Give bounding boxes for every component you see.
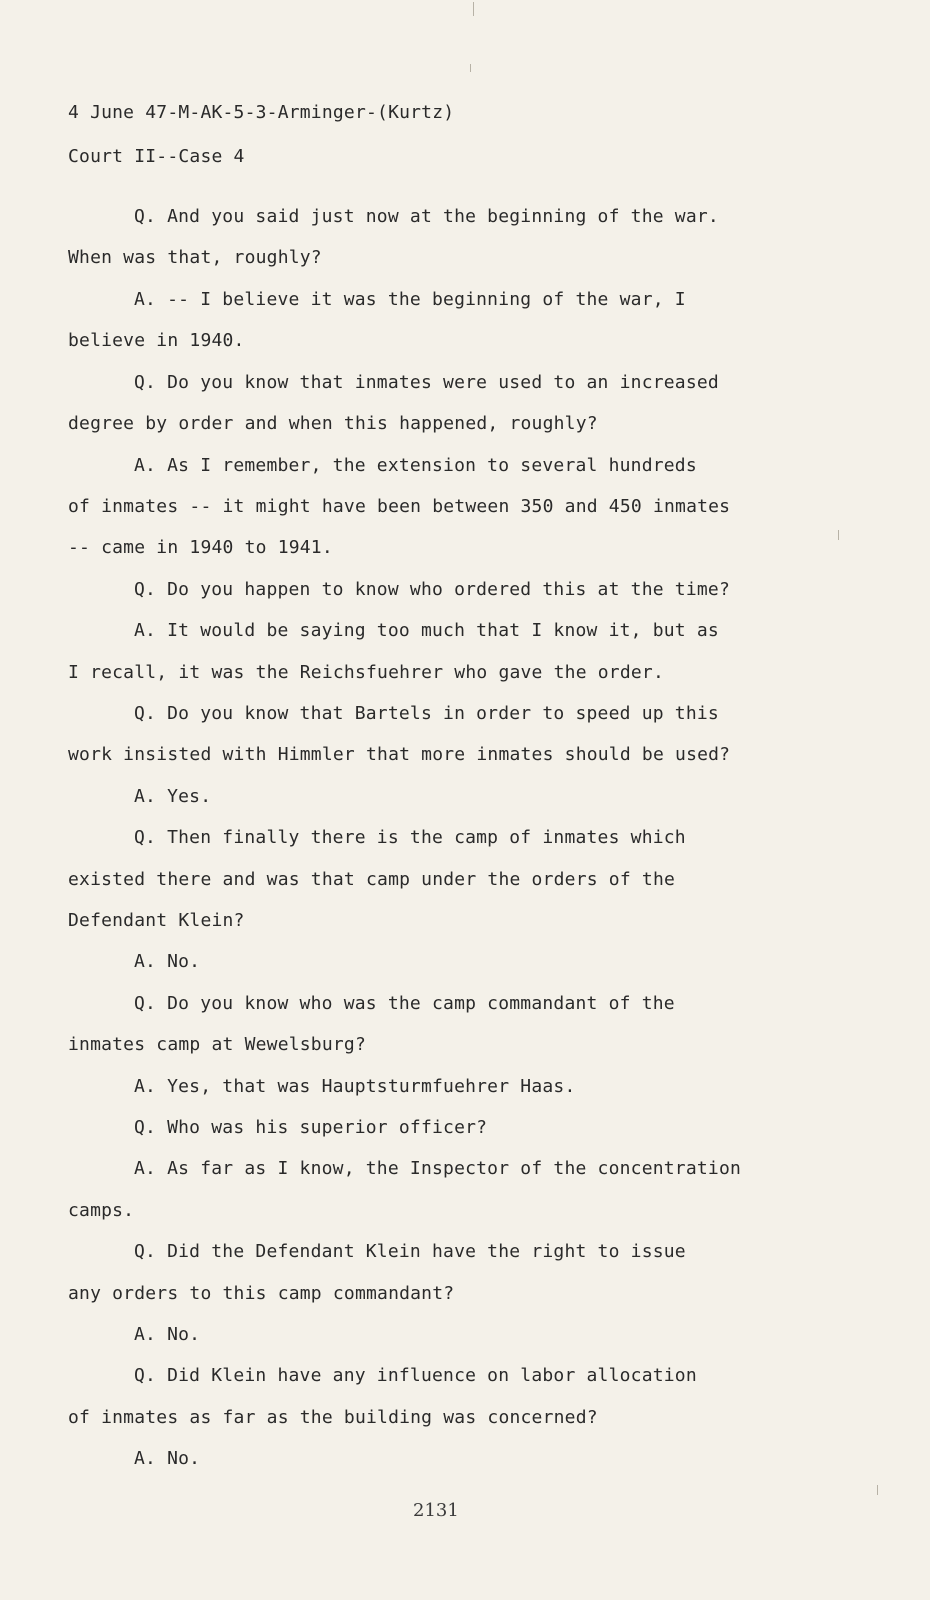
transcript-line: Q. Do you know who was the camp commandant of the	[134, 993, 675, 1014]
transcript-line: Q. Do you happen to know who ordered this at the time?	[134, 579, 730, 600]
scan-artifact	[877, 1485, 878, 1495]
transcript-line: A. Yes, that was Hauptsturmfuehrer Haas.	[134, 1076, 576, 1097]
transcript-line: I recall, it was the Reichsfuehrer who gave the order.	[68, 662, 664, 683]
transcript-line: A. As I remember, the extension to several hundreds	[134, 455, 697, 476]
transcript-line: camps.	[68, 1200, 135, 1221]
transcript-line: Q. Then finally there is the camp of inmates which	[134, 827, 686, 848]
transcript-line: A. Yes.	[134, 786, 212, 807]
transcript-line: A. No.	[134, 951, 201, 972]
header-line-1: 4 June 47-M-AK-5-3-Arminger-(Kurtz)	[68, 102, 455, 123]
page-number: 2131	[413, 1500, 459, 1521]
transcript-line: Q. Do you know that inmates were used to an increased	[134, 372, 719, 393]
transcript-line: A. -- I believe it was the beginning of the war, I	[134, 289, 686, 310]
transcript-line: Q. Did Klein have any influence on labor allocation	[134, 1365, 697, 1386]
transcript-line: degree by order and when this happened, roughly?	[68, 413, 598, 434]
header-line-2: Court II--Case 4	[68, 146, 245, 167]
transcript-line: Q. Do you know that Bartels in order to speed up this	[134, 703, 719, 724]
scan-artifact	[470, 64, 471, 72]
scan-artifact	[838, 530, 839, 540]
transcript-line: inmates camp at Wewelsburg?	[68, 1034, 366, 1055]
transcript-line: Q. Did the Defendant Klein have the right to issue	[134, 1241, 686, 1262]
scan-artifact	[473, 2, 474, 16]
transcript-line: Defendant Klein?	[68, 910, 245, 931]
transcript-line: of inmates -- it might have been between 350 and 450 inmates	[68, 496, 731, 517]
transcript-line: A. As far as I know, the Inspector of the concentration	[134, 1158, 742, 1179]
transcript-line: Q. And you said just now at the beginning of the war.	[134, 206, 719, 227]
transcript-line: A. No.	[134, 1324, 201, 1345]
transcript-line: any orders to this camp commandant?	[68, 1283, 455, 1304]
transcript-line: A. It would be saying too much that I know it, but as	[134, 620, 719, 641]
transcript-line: When was that, roughly?	[68, 247, 322, 268]
transcript-line: A. No.	[134, 1448, 201, 1469]
transcript-line: -- came in 1940 to 1941.	[68, 537, 333, 558]
transcript-line: Q. Who was his superior officer?	[134, 1117, 488, 1138]
transcript-line: existed there and was that camp under the orders of the	[68, 869, 676, 890]
transcript-line: of inmates as far as the building was concerned?	[68, 1407, 598, 1428]
transcript-line: work insisted with Himmler that more inmates should be used?	[68, 744, 731, 765]
transcript-line: believe in 1940.	[68, 330, 245, 351]
